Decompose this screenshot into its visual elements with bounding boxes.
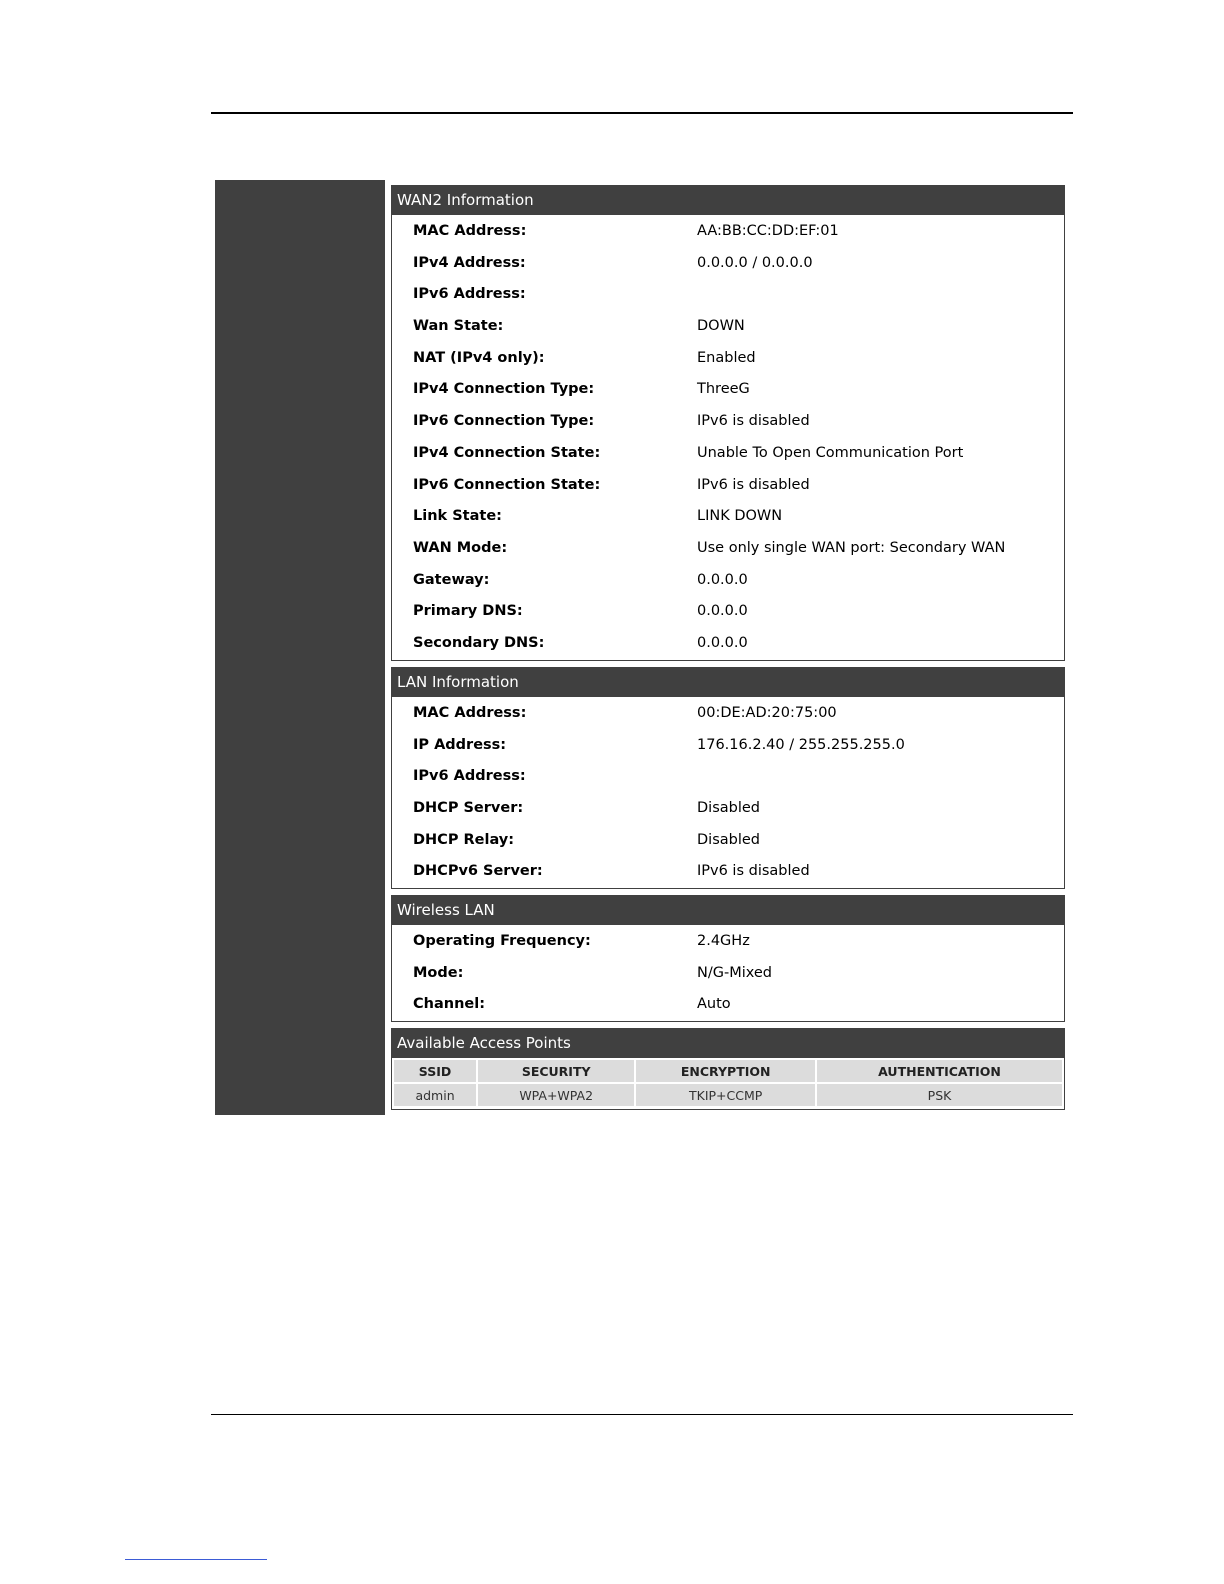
wireless-lan-section <box>391 895 1065 1022</box>
info-value: 176.16.2.40 / 255.255.255.0 <box>697 736 905 753</box>
info-value: Disabled <box>697 800 760 817</box>
available-access-points-section <box>391 1028 1065 1110</box>
info-value: Use only single WAN port: Secondary WAN <box>697 539 1006 556</box>
info-label: WAN Mode: <box>413 539 508 556</box>
cell-authentication: PSK <box>817 1084 1062 1106</box>
section-title: Available Access Points <box>392 1029 1064 1058</box>
info-label: IPv4 Address: <box>413 254 526 271</box>
info-row <box>392 760 1064 792</box>
info-row <box>392 564 1064 596</box>
info-row <box>392 988 1064 1020</box>
info-row <box>392 278 1064 310</box>
info-value: 0.0.0.0 <box>697 571 748 588</box>
info-label: Channel: <box>413 996 485 1013</box>
info-value: Auto <box>697 996 731 1013</box>
info-label: Gateway: <box>413 571 490 588</box>
page-top-rule <box>211 112 1073 114</box>
wan2-information-section <box>391 185 1065 661</box>
cell-ssid: admin <box>394 1084 476 1106</box>
info-label: IPv6 Connection Type: <box>413 413 595 430</box>
info-value: 2.4GHz <box>697 933 750 949</box>
info-value: 0.0.0.0 <box>697 634 748 651</box>
info-label: Operating Frequency: <box>413 933 591 949</box>
info-row <box>392 469 1064 501</box>
info-value: IPv6 is disabled <box>697 863 810 880</box>
column-header-ssid: SSID <box>394 1060 476 1082</box>
info-row <box>392 729 1064 761</box>
info-label: IPv6 Address: <box>413 286 526 303</box>
cell-encryption: TKIP+CCMP <box>636 1084 815 1106</box>
info-row <box>392 595 1064 627</box>
info-value: 0.0.0.0 <box>697 603 748 620</box>
page-bottom-rule <box>211 1414 1073 1415</box>
sidebar <box>215 180 385 1115</box>
info-row <box>392 405 1064 437</box>
info-label: DHCP Server: <box>413 800 524 817</box>
info-label: Mode: <box>413 964 464 981</box>
info-label: IPv6 Address: <box>413 768 526 785</box>
status-panel <box>385 180 1073 1115</box>
info-value: IPv6 is disabled <box>697 476 810 493</box>
table-row <box>394 1084 1062 1106</box>
info-value: DOWN <box>697 318 745 335</box>
info-label: IP Address: <box>413 736 507 753</box>
info-label: Wan State: <box>413 318 504 335</box>
info-row <box>392 247 1064 279</box>
info-row <box>392 855 1064 887</box>
wan2-rows <box>392 215 1064 659</box>
info-row <box>392 342 1064 374</box>
info-label: DHCP Relay: <box>413 831 515 848</box>
cell-security: WPA+WPA2 <box>478 1084 634 1106</box>
column-header-authentication: AUTHENTICATION <box>817 1060 1062 1082</box>
info-value: IPv6 is disabled <box>697 413 810 430</box>
footnote-link-underline <box>125 1559 267 1560</box>
info-row <box>392 532 1064 564</box>
info-row <box>392 824 1064 856</box>
info-row <box>392 957 1064 989</box>
info-value: Unable To Open Communication Port <box>697 444 964 461</box>
info-row <box>392 373 1064 405</box>
info-row <box>392 500 1064 532</box>
info-label: MAC Address: <box>413 705 527 721</box>
column-header-encryption: ENCRYPTION <box>636 1060 815 1082</box>
info-label: Secondary DNS: <box>413 634 545 651</box>
wireless-rows <box>392 925 1064 1020</box>
info-value: Enabled <box>697 349 756 366</box>
info-label: IPv4 Connection Type: <box>413 381 595 398</box>
info-label: Link State: <box>413 508 502 525</box>
access-points-table <box>392 1058 1064 1108</box>
section-title: LAN Information <box>392 668 1064 697</box>
column-header-security: SECURITY <box>478 1060 634 1082</box>
info-row <box>392 925 1064 957</box>
info-value: N/G-Mixed <box>697 964 772 981</box>
lan-rows <box>392 697 1064 887</box>
info-label: IPv4 Connection State: <box>413 444 601 461</box>
info-row <box>392 697 1064 729</box>
info-row <box>392 215 1064 247</box>
info-row <box>392 437 1064 469</box>
info-value: 0.0.0.0 / 0.0.0.0 <box>697 254 813 271</box>
info-row <box>392 310 1064 342</box>
info-value: AA:BB:CC:DD:EF:01 <box>697 223 839 239</box>
info-row <box>392 627 1064 659</box>
info-label: MAC Address: <box>413 223 527 239</box>
info-label: DHCPv6 Server: <box>413 863 543 880</box>
info-value: LINK DOWN <box>697 508 783 525</box>
section-title: Wireless LAN <box>392 896 1064 925</box>
section-title: WAN2 Information <box>392 186 1064 215</box>
info-value: 00:DE:AD:20:75:00 <box>697 705 837 721</box>
info-value: ThreeG <box>697 381 750 398</box>
info-row <box>392 792 1064 824</box>
info-label: Primary DNS: <box>413 603 523 620</box>
table-header-row <box>394 1060 1062 1082</box>
info-label: NAT (IPv4 only): <box>413 349 545 366</box>
lan-information-section <box>391 667 1065 889</box>
info-value: Disabled <box>697 831 760 848</box>
info-label: IPv6 Connection State: <box>413 476 601 493</box>
